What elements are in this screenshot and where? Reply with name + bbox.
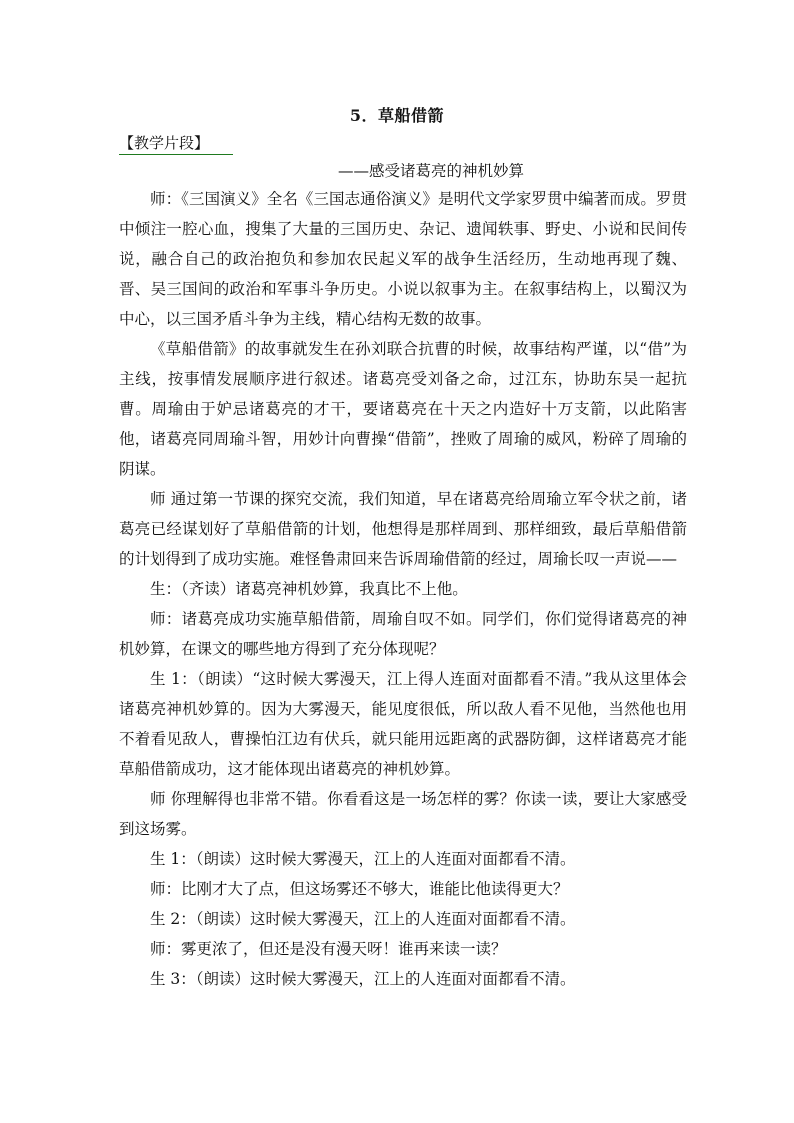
section-label: 【教学片段】 (119, 133, 233, 155)
paragraph: 生 1：（朗读）这时候大雾漫天，江上的人连面对面都看不清。 (150, 850, 576, 868)
paragraph: 师：雾更浓了，但还是没有漫天呀！谁再来读一读？ (150, 940, 507, 958)
paragraph: 师：诸葛亮成功实施草船借箭，周瑜自叹不如。同学们，你们觉得诸葛亮的神机妙算，在课文的哪些地方得到了充分体现呢？ (119, 610, 687, 658)
paragraph: 师 通过第一节课的探究交流，我们知道，早在诸葛亮给周瑜立军令状之前，诸葛亮已经谋划好了草船借箭的计划，他想得是那样周到、那样细致，最后草船借箭的计划得到了成功实施。难怪鲁肃回来告诉周瑜借箭的经过，周瑜长叹一声说—— (119, 490, 687, 568)
paragraph: 《草船借箭》的故事就发生在孙刘联合抗曹的时候，故事结构严谨，以“借”为主线，按事情发展顺序进行叙述。诸葛亮受刘备之命，过江东，协助东吴一起抗曹。周瑜由于妒忌诸葛亮的才干，要诸葛亮在十天之内造好十万支箭，以此陷害他，诸葛亮同周瑜斗智，用妙计向曹操“借箭”，挫败了周瑜的威风，粉碎了周瑜的阴谋。 (119, 340, 687, 478)
paragraph: 师：比刚才大了点，但这场雾还不够大，谁能比他读得更大？ (150, 880, 569, 898)
document-body (119, 184, 687, 994)
lesson-title: 5．草船借箭 (349, 106, 445, 125)
paragraph: 师：《三国演义》全名《三国志通俗演义》是明代文学家罗贯中编著而成。罗贯中倾注一腔心血，搜集了大量的三国历史、杂记、遗闻轶事、野史、小说和民间传说，融合自己的政治抱负和参加农民起义军的战争生活经历，生动地再现了魏、晋、吴三国间的政治和军事斗争历史。小说以叙事为主。在叙事结构上，以蜀汉为中心，以三国矛盾斗争为主线，精心结构无数的故事。 (119, 190, 687, 328)
paragraph: 生 1：（朗读）“这时候大雾漫天，江上得人连面对面都看不清。”我从这里体会诸葛亮神机妙算的。因为大雾漫天，能见度很低，所以敌人看不见他，当然他也用不着看见敌人，曹操怕江边有伏兵，就只能用远距离的武器防御，这样诸葛亮才能草船借箭成功，这才能体现出诸葛亮的神机妙算。 (119, 670, 687, 778)
paragraph: 生 2：（朗读）这时候大雾漫天，江上的人连面对面都看不清。 (150, 910, 576, 928)
paragraph: 师 你理解得也非常不错。你看看这是一场怎样的雾？你读一读，要让大家感受到这场雾。 (119, 790, 687, 838)
paragraph: 生：（齐读）诸葛亮神机妙算，我真比不上他。 (150, 580, 468, 598)
paragraph: 生 3：（朗读）这时候大雾漫天，江上的人连面对面都看不清。 (150, 970, 576, 988)
lesson-subtitle: ——感受诸葛亮的神机妙算 (338, 162, 525, 180)
